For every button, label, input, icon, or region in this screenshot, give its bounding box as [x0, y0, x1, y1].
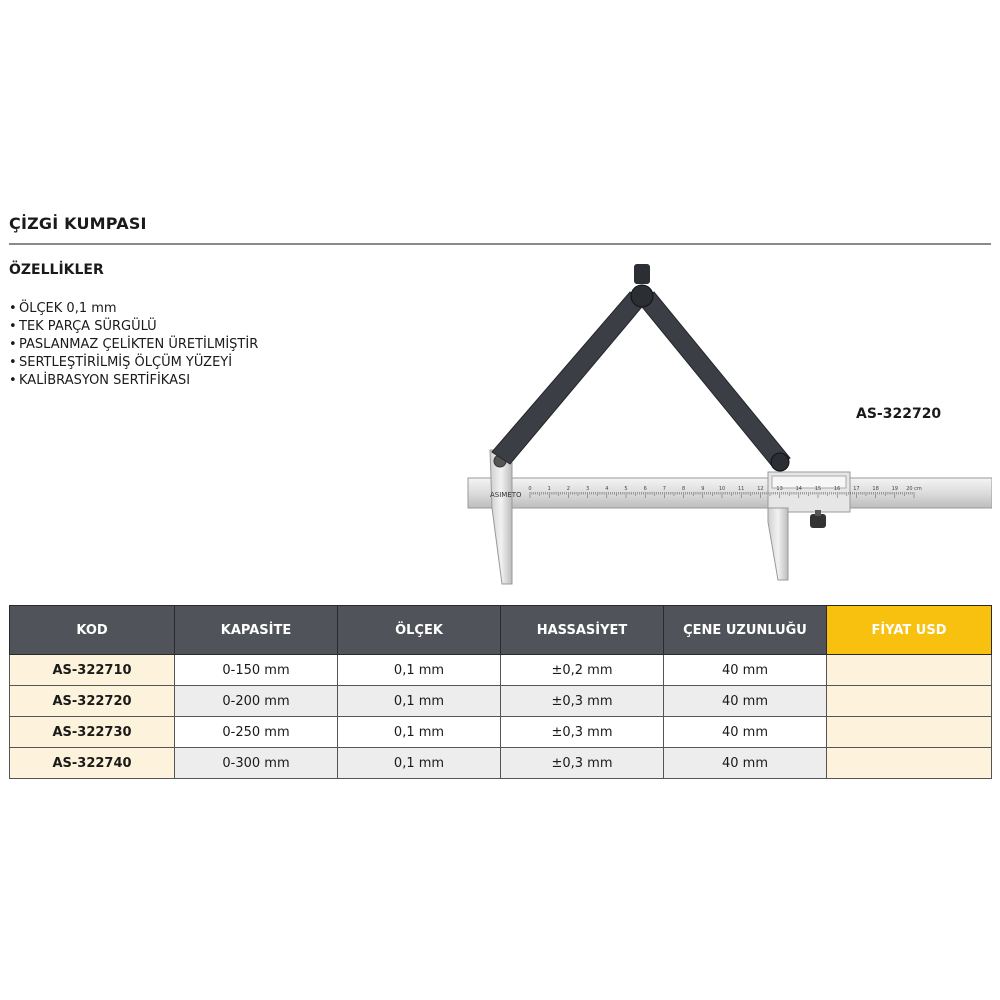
cell-price [827, 717, 992, 748]
cell-jaw-length: 40 mm [664, 655, 827, 686]
cell-scale: 0,1 mm [338, 748, 501, 779]
header-scale: ÖLÇEK [338, 606, 501, 655]
scale-number: 1 [547, 486, 551, 492]
page-title: ÇİZGİ KUMPASI [9, 214, 147, 233]
bullet: • [9, 373, 17, 388]
feature-text: KALİBRASYON SERTİFİKASI [19, 373, 191, 388]
scale-number: 19 [891, 486, 898, 492]
scale-number: 7 [662, 486, 666, 492]
bullet: • [9, 319, 17, 334]
cell-accuracy: ±0,3 mm [501, 717, 664, 748]
top-knob [634, 264, 650, 284]
scale-number: 5 [624, 486, 628, 492]
feature-text: TEK PARÇA SÜRGÜLÜ [19, 319, 157, 334]
header-price: FİYAT USD [827, 606, 992, 655]
header-capacity: KAPASİTE [175, 606, 338, 655]
feature-item [9, 372, 258, 390]
cell-accuracy: ±0,3 mm [501, 748, 664, 779]
scale-number: 6 [643, 486, 647, 492]
cell-price [827, 655, 992, 686]
cell-accuracy: ±0,2 mm [501, 655, 664, 686]
feature-text: ÖLÇEK 0,1 mm [19, 301, 117, 316]
lock-screw [810, 514, 826, 528]
cell-price [827, 748, 992, 779]
cell-code: AS-322730 [10, 717, 175, 748]
cell-code: AS-322740 [10, 748, 175, 779]
cell-price [827, 686, 992, 717]
scale-number: 9 [701, 486, 705, 492]
table-row [10, 686, 992, 717]
feature-text: PASLANMAZ ÇELİKTEN ÜRETİLMİŞTİR [19, 337, 259, 352]
scale-number: 14 [795, 486, 802, 492]
table-row [10, 748, 992, 779]
cell-jaw-length: 40 mm [664, 686, 827, 717]
spec-table [9, 605, 992, 779]
feature-text: SERTLEŞTİRİLMİŞ ÖLÇÜM YÜZEYİ [19, 355, 233, 370]
right-pivot [771, 453, 789, 471]
scale-number: 4 [605, 486, 609, 492]
scale-number: 10 [718, 486, 726, 492]
scale-number: 11 [738, 486, 745, 492]
scale-number: 15 [814, 486, 822, 492]
right-arm [638, 292, 790, 466]
cell-scale: 0,1 mm [338, 717, 501, 748]
header-accuracy: HASSASİYET [501, 606, 664, 655]
cell-scale: 0,1 mm [338, 686, 501, 717]
header-jaw-length: ÇENE UZUNLUĞU [664, 606, 827, 655]
left-arm [492, 292, 646, 464]
cell-jaw-length: 40 mm [664, 717, 827, 748]
scale-number: 16 [834, 486, 841, 492]
product-model-label: AS-322720 [856, 406, 942, 422]
scale-number: 2 [566, 486, 570, 492]
cell-accuracy: ±0,3 mm [501, 686, 664, 717]
cell-code: AS-322710 [10, 655, 175, 686]
scale-number: 18 [872, 486, 879, 492]
cell-capacity: 0-300 mm [175, 748, 338, 779]
bullet: • [9, 337, 17, 352]
table-row [10, 717, 992, 748]
cell-capacity: 0-200 mm [175, 686, 338, 717]
features-title: ÖZELLİKLER [9, 262, 104, 278]
top-pivot [631, 285, 653, 307]
cell-capacity: 0-250 mm [175, 717, 338, 748]
cell-jaw-length: 40 mm [664, 748, 827, 779]
scale-number: 13 [776, 486, 783, 492]
feature-item [9, 318, 258, 336]
lock-screw-stem [815, 510, 821, 516]
caliper-image [460, 262, 992, 587]
cell-scale: 0,1 mm [338, 655, 501, 686]
feature-item [9, 336, 258, 354]
header-code: KOD [10, 606, 175, 655]
feature-item [9, 354, 258, 372]
scale-ticks [530, 492, 914, 498]
bullet: • [9, 301, 17, 316]
scale-number: 3 [586, 486, 590, 492]
scale-number: 17 [853, 486, 860, 492]
scale-number: 8 [682, 486, 686, 492]
bullet: • [9, 355, 17, 370]
caliper-beam [468, 478, 992, 508]
scale-number: 12 [757, 486, 764, 492]
title-divider [9, 243, 991, 245]
table-header-row [10, 606, 992, 655]
features-list [9, 300, 258, 390]
feature-item [9, 300, 258, 318]
cell-capacity: 0-150 mm [175, 655, 338, 686]
cell-code: AS-322720 [10, 686, 175, 717]
brand-mark: ASIMETO [490, 491, 522, 499]
scale-number: 20 cm [906, 486, 922, 492]
movable-jaw [768, 508, 788, 580]
table-row [10, 655, 992, 686]
scale-number: 0 [528, 486, 532, 492]
fixed-jaw [490, 450, 512, 584]
